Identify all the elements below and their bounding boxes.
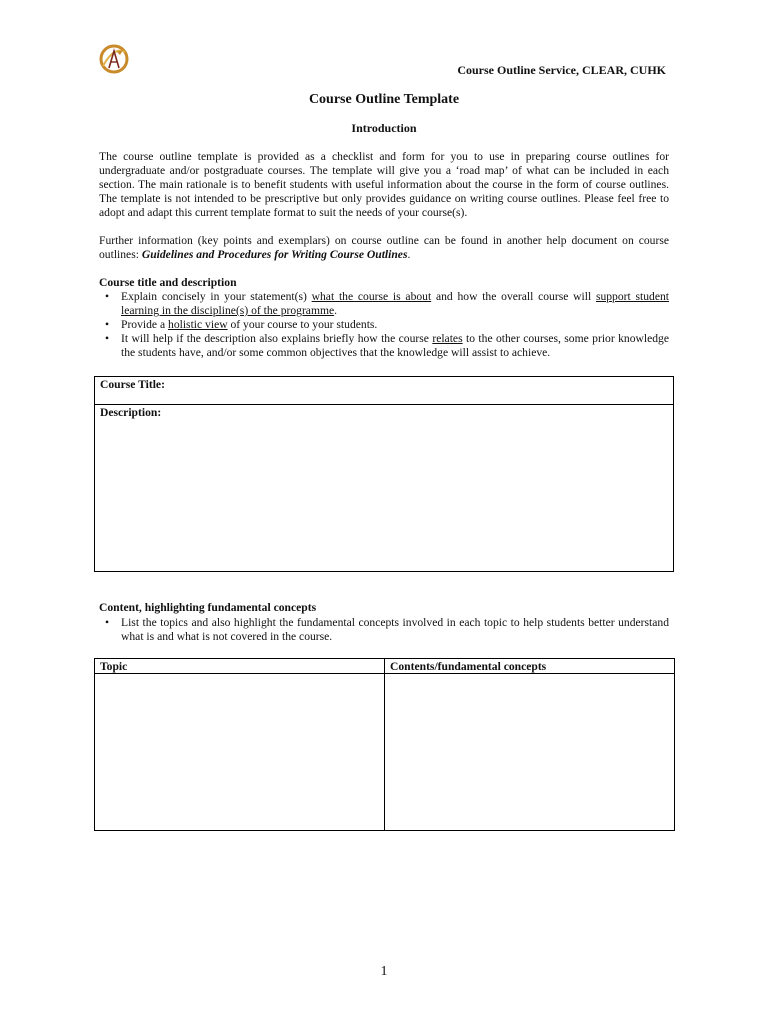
- topics-table: [94, 658, 675, 831]
- list-item: [99, 616, 669, 644]
- bullet-icon: •: [105, 332, 110, 345]
- p2-end: .: [407, 248, 411, 261]
- list-item: [99, 318, 669, 332]
- description-label: Description:: [100, 406, 162, 419]
- bullet-icon: •: [105, 290, 110, 303]
- page-number: 1: [380, 964, 388, 979]
- list-item: [99, 290, 669, 318]
- underlined-text: what the course is about: [311, 290, 432, 303]
- column-divider: [384, 659, 385, 830]
- section-heading-content: Content, highlighting fundamental concepts: [99, 601, 317, 614]
- guidelines-reference: Guidelines and Procedures for Writing Course Outlines: [141, 248, 408, 261]
- section-heading-course-title: Course title and description: [99, 276, 237, 289]
- p2-text: Further information (key points and exemplars) on course outline can be found in another help document on course outlines:: [99, 234, 669, 261]
- bullet-icon: •: [105, 616, 110, 629]
- underlined-text: relates: [432, 332, 463, 345]
- intro-paragraph-2: [99, 234, 669, 262]
- bullet-text: to the other courses, some prior knowledge the students have, and/or some common objectives that the knowledge will assist to achieve.: [121, 332, 669, 359]
- bullet-text: Provide a: [121, 318, 169, 331]
- bullet-icon: •: [105, 318, 110, 331]
- course-title-guidelines: [99, 290, 669, 360]
- bullet-text: List the topics and also highlight the fundamental concepts involved in each topic to help students better understand what is and what is not covered in the course.: [121, 616, 669, 643]
- bullet-text: It will help if the description also explains briefly how the course: [121, 332, 433, 345]
- page-title: Course Outline Template: [308, 92, 460, 107]
- bullet-text: Explain concisely in your statement(s): [121, 290, 312, 303]
- clear-logo-icon: [97, 42, 131, 76]
- intro-paragraph-1: The course outline template is provided as a checklist and form for you to use in preparing course outlines for undergraduate and/or postgraduate courses. The template will give you a ‘road map’ of what can be included in each section. The main rationale is to benefit students with useful information about the course in the form of course outlines. The template is not intended to be prescriptive but only provides guidance on writing course outlines. Please feel free to adopt and adapt this current template format to suit the needs of your course(s).: [99, 150, 669, 219]
- course-info-form: [94, 376, 674, 572]
- bullet-text: and how the overall course will: [431, 290, 596, 303]
- course-title-label: Course Title:: [100, 378, 165, 391]
- section-subtitle: Introduction: [351, 121, 417, 135]
- column-header-topic: Topic: [95, 659, 384, 674]
- header-org: Course Outline Service, CLEAR, CUHK: [457, 63, 666, 77]
- description-field[interactable]: [95, 405, 673, 420]
- underlined-text: support student learning in the discipline(s) of the programme: [121, 290, 669, 317]
- bullet-text: of your course to your students.: [227, 318, 378, 331]
- content-guidelines: [99, 616, 669, 644]
- underlined-text: holistic view: [168, 318, 228, 331]
- bullet-text: .: [334, 304, 338, 317]
- column-header-contents: Contents/fundamental concepts: [384, 659, 674, 674]
- list-item: [99, 332, 669, 360]
- course-title-field[interactable]: [95, 377, 673, 405]
